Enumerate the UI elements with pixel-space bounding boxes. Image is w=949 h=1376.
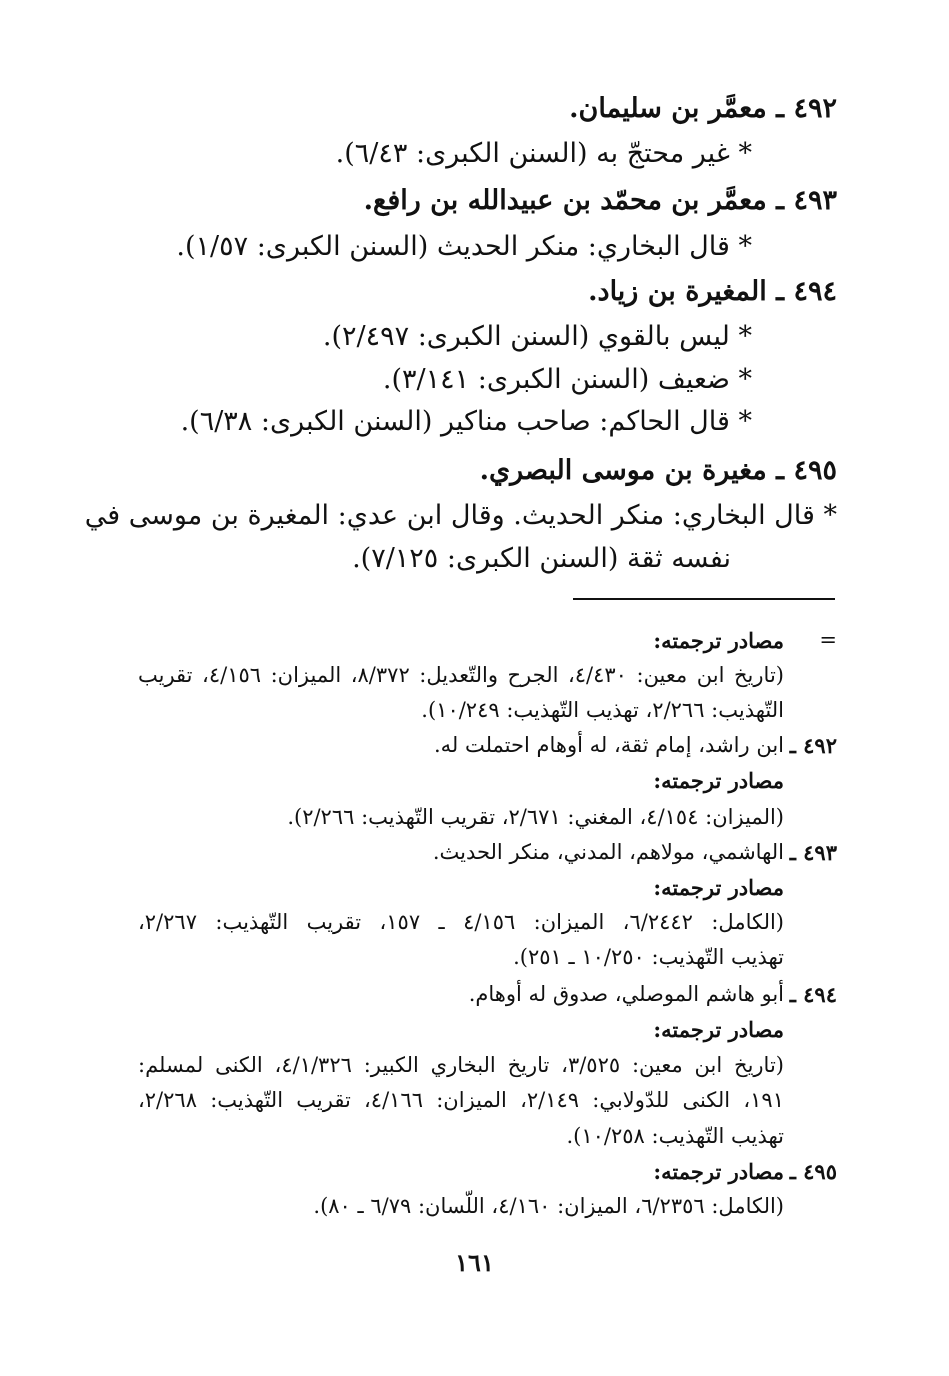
footnote-493-text: الهاشمي، مولاهم، المدني، منكر الحديث.	[432, 840, 784, 864]
page-number: ١٦١	[455, 1248, 494, 1277]
entry-494-statement-1: * ليس بالقوي (السنن الكبرى: ٢/٤٩٧).	[322, 321, 752, 352]
footnote-divider	[573, 598, 835, 600]
footnote-495-sources: (الكامل: ٦/٢٣٥٦، الميزان: ٤/١٦٠، اللّسان: ٦/٧٩ ـ ٨٠).	[313, 1194, 784, 1218]
footnote-494-sources-line-1: (تاريخ ابن معين: ٣/٥٢٥، تاريخ البخاري الكبير: ٤/١/٣٢٦، الكنى لمسلم:	[138, 1053, 784, 1077]
footnote-493-number: ٤٩٣ ـ	[789, 840, 837, 865]
footnote-494-sources-line-3: تهذيب التّهذيب: ١٠/٢٥٨).	[566, 1124, 784, 1148]
entry-492-heading: ٤٩٢ ـ معمَّر بن سليمان.	[569, 93, 837, 124]
footnote-494-sources-line-2: ١٩١، الكنى للدّولابي: ٢/١٤٩، الميزان: ٤/١٦٦، تقريب التّهذيب: ٢/٢٦٨،	[138, 1088, 784, 1112]
footnote-492-text: ابن راشد، إمام ثقة، له أوهام احتملت له.	[433, 733, 784, 757]
footnote-493-sources-line-1: (الكامل: ٦/٢٤٤٢، الميزان: ٤/١٥٦ ـ ١٥٧، تقريب التّهذيب: ٢/٢٦٧،	[138, 910, 784, 934]
footnote-494-text: أبو هاشم الموصلي، صدوق له أوهام.	[468, 982, 784, 1006]
footnote-492-sources-label: مصادر ترجمته:	[653, 768, 784, 793]
entry-494-statement-3: * قال الحاكم: صاحب مناكير (السنن الكبرى: ٦/٣٨).	[180, 406, 752, 437]
footnote-494-number: ٤٩٤ ـ	[789, 982, 837, 1007]
footnote-492-number: ٤٩٢ ـ	[789, 733, 837, 758]
entry-495-heading: ٤٩٥ ـ مغيرة بن موسى البصري.	[479, 455, 837, 486]
entry-494-statement-2: * ضعيف (السنن الكبرى: ٣/١٤١).	[382, 364, 752, 395]
footnote-continuation-line-2: التّهذيب: ٢/٢٦٦، تهذيب التّهذيب: ١٠/٢٤٩).	[421, 698, 784, 722]
footnote-continuation-line-1: (تاريخ ابن معين: ٤/٤٣٠، الجرح والتّعديل: ٨/٣٧٢، الميزان: ٤/١٥٦، تقريب	[138, 663, 784, 687]
footnote-continuation-mark: =	[819, 628, 837, 652]
footnote-495-sources-label: مصادر ترجمته:	[653, 1159, 784, 1184]
footnote-492-sources: (الميزان: ٤/١٥٤، المغني: ٢/٦٧١، تقريب التّهذيب: ٢/٢٦٦).	[287, 805, 784, 829]
footnote-493-sources-label: مصادر ترجمته:	[653, 875, 784, 900]
entry-493-heading: ٤٩٣ ـ معمَّر بن محمّد بن عبيدالله بن رافع.	[363, 185, 837, 216]
entry-492-statement-1: * غير محتجّ به (السنن الكبرى: ٦/٤٣).	[335, 138, 752, 169]
entry-495-statement-2: نفسه ثقة (السنن الكبرى: ٧/١٢٥).	[352, 543, 731, 574]
footnote-493-sources-line-2: تهذيب التّهذيب: ١٠/٢٥٠ ـ ٢٥١).	[513, 945, 784, 969]
footnote-495-number: ٤٩٥ ـ	[789, 1159, 837, 1184]
entry-495-statement-1: * قال البخاري: منكر الحديث. وقال ابن عدي: المغيرة بن موسى في	[84, 500, 837, 531]
footnote-continuation-label: مصادر ترجمته:	[653, 628, 784, 653]
footnote-494-sources-label: مصادر ترجمته:	[653, 1017, 784, 1042]
entry-494-heading: ٤٩٤ ـ المغيرة بن زياد.	[588, 276, 837, 307]
entry-493-statement-1: * قال البخاري: منكر الحديث (السنن الكبرى: ١/٥٧).	[176, 231, 752, 262]
